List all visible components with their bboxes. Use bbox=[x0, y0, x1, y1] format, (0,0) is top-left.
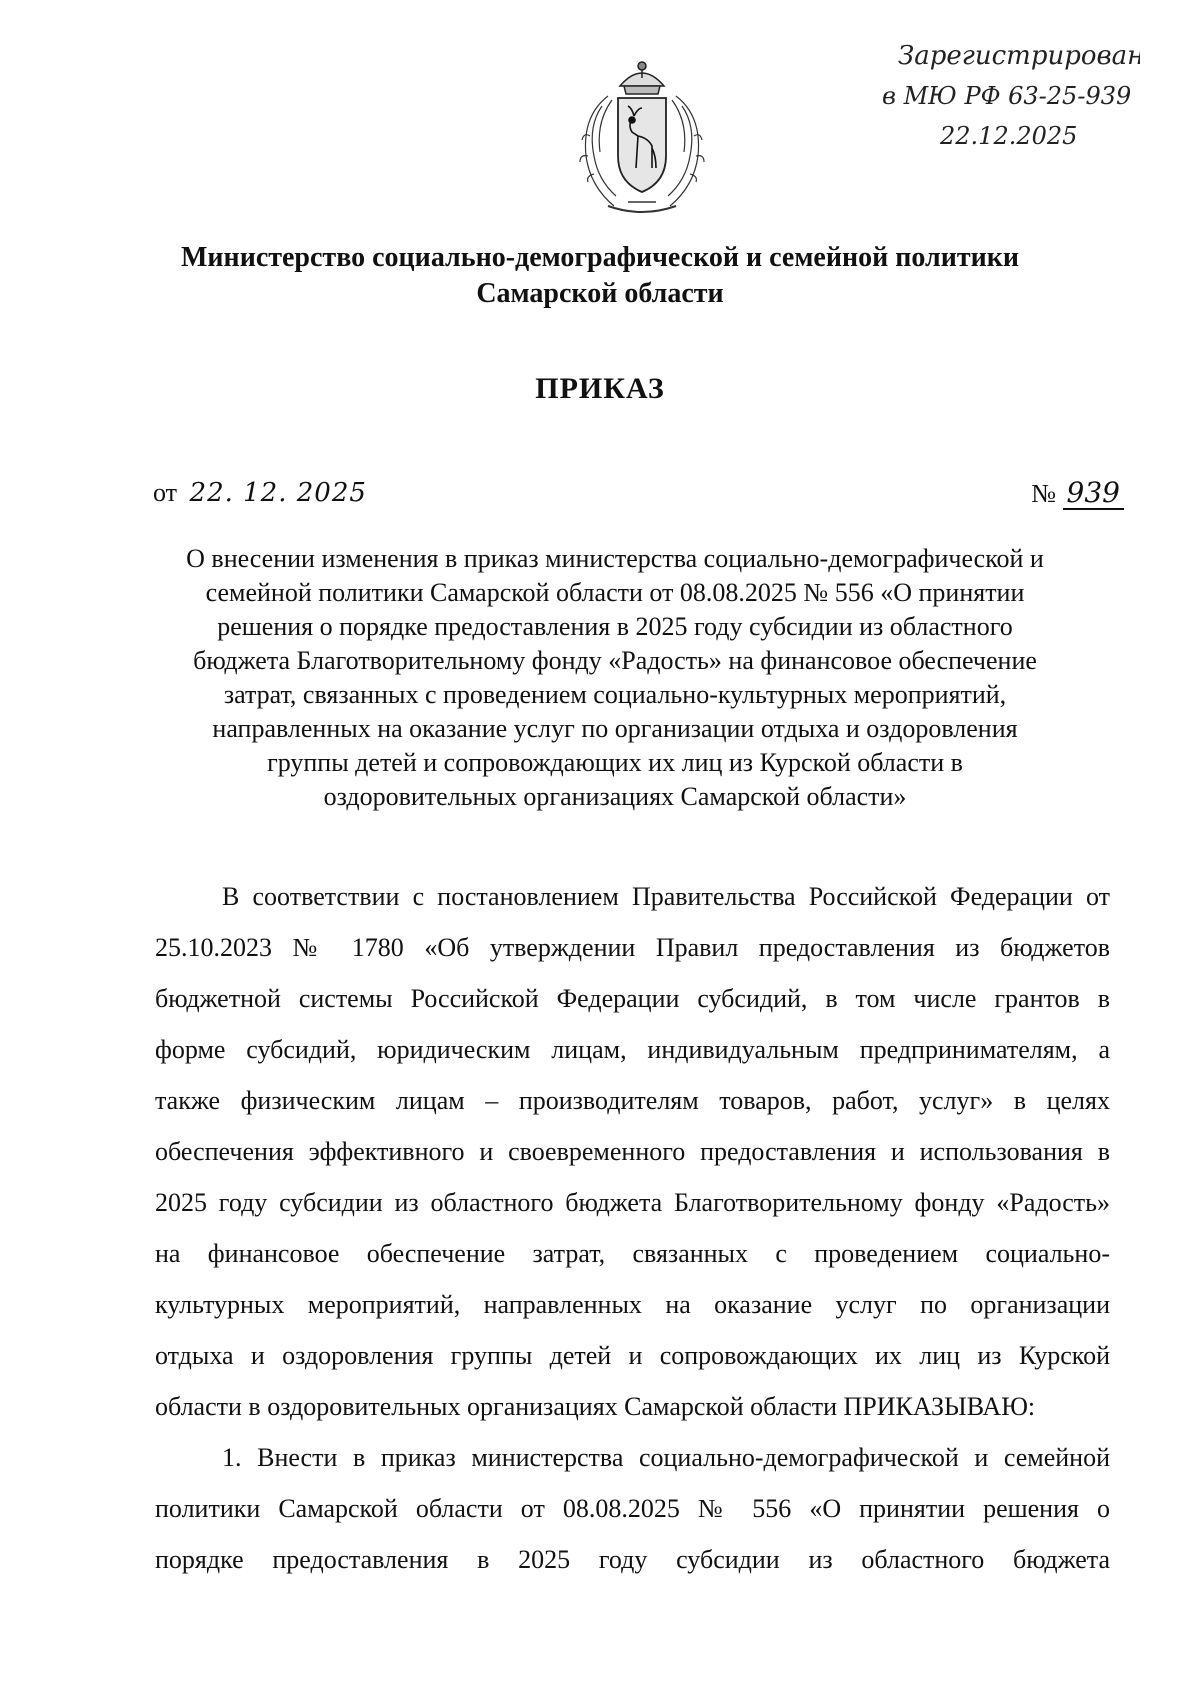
subject-line: бюджета Благотворительному фонду «Радость» на финансовое обеспечение bbox=[193, 646, 1037, 675]
body-line: области в оздоровительных организациях Самарской области ПРИКАЗЫВАЮ: bbox=[155, 1392, 1036, 1421]
date-prefix: от bbox=[153, 478, 178, 507]
order-date bbox=[153, 478, 367, 512]
subject-line: О внесении изменения в приказ министерства социально-демографической и bbox=[186, 544, 1044, 573]
body-line: также физическим лицам – производителям товаров, работ, услуг» в целях bbox=[155, 1086, 1110, 1115]
body-line: отдыха и оздоровления группы детей и сопровождающих их лиц из Курской bbox=[155, 1341, 1110, 1370]
body-line: 1. Внести в приказ министерства социально-демографической и семейной bbox=[222, 1443, 1110, 1472]
order-number bbox=[1031, 478, 1124, 512]
number-handwritten: 939 bbox=[1063, 478, 1124, 510]
body-line: культурных мероприятий, направленных на оказание услуг по организации bbox=[155, 1290, 1110, 1319]
handwritten-registration-note bbox=[880, 28, 1140, 158]
body-line: 2025 году субсидии из областного бюджета Благотворительному фонду «Радость» bbox=[155, 1188, 1110, 1217]
handwritten-line-3: 22.12.2025 bbox=[940, 122, 1078, 150]
body-line: на финансовое обеспечение затрат, связанных с проведением социально- bbox=[155, 1239, 1110, 1268]
organization-line-2: Самарской области bbox=[476, 278, 724, 309]
subject-line: оздоровительных организациях Самарской области» bbox=[323, 782, 907, 811]
subject-line: семейной политики Самарской области от 08.08.2025 № 556 «О принятии bbox=[205, 578, 1025, 607]
body-line: обеспечения эффективного и своевременного предоставления и использования в bbox=[155, 1137, 1110, 1166]
order-subject bbox=[150, 542, 1080, 814]
body-line: 25.10.2023 № 1780 «Об утверждении Правил предоставления из бюджетов bbox=[155, 933, 1110, 962]
body-line: бюджетной системы Российской Федерации субсидий, в том числе грантов в bbox=[155, 984, 1110, 1013]
date-handwritten: 22. 12. 2025 bbox=[189, 478, 367, 508]
body-line: форме субсидий, юридическим лицам, индивидуальным предпринимателям, а bbox=[155, 1035, 1110, 1064]
body-line: порядке предоставления в 2025 году субсидии из областного бюджета bbox=[155, 1545, 1110, 1574]
subject-line: затрат, связанных с проведением социально-культурных мероприятий, bbox=[223, 680, 1007, 709]
handwritten-line-1: Зарегистрирован bbox=[898, 41, 1140, 71]
organization-name bbox=[0, 240, 1200, 312]
document-type-title: ПРИКАЗ bbox=[535, 372, 665, 405]
subject-line: группы детей и сопровождающих их лиц из Курской области в bbox=[267, 748, 963, 777]
body-line: политики Самарской области от 08.08.2025 № 556 «О принятии решения о bbox=[155, 1494, 1110, 1523]
organization-line-1: Министерство социально-демографической и семейной политики bbox=[181, 242, 1019, 273]
coat-of-arms-emblem bbox=[568, 56, 716, 216]
subject-line: направленных на оказание услуг по организации отдыха и оздоровления bbox=[212, 714, 1018, 743]
body-line: В соответствии с постановлением Правительства Российской Федерации от bbox=[222, 882, 1110, 911]
subject-line: решения о порядке предоставления в 2025 году субсидии из областного bbox=[217, 612, 1013, 641]
number-prefix: № bbox=[1031, 479, 1057, 508]
handwritten-line-2: в МЮ РФ 63-25-939 bbox=[882, 82, 1132, 110]
